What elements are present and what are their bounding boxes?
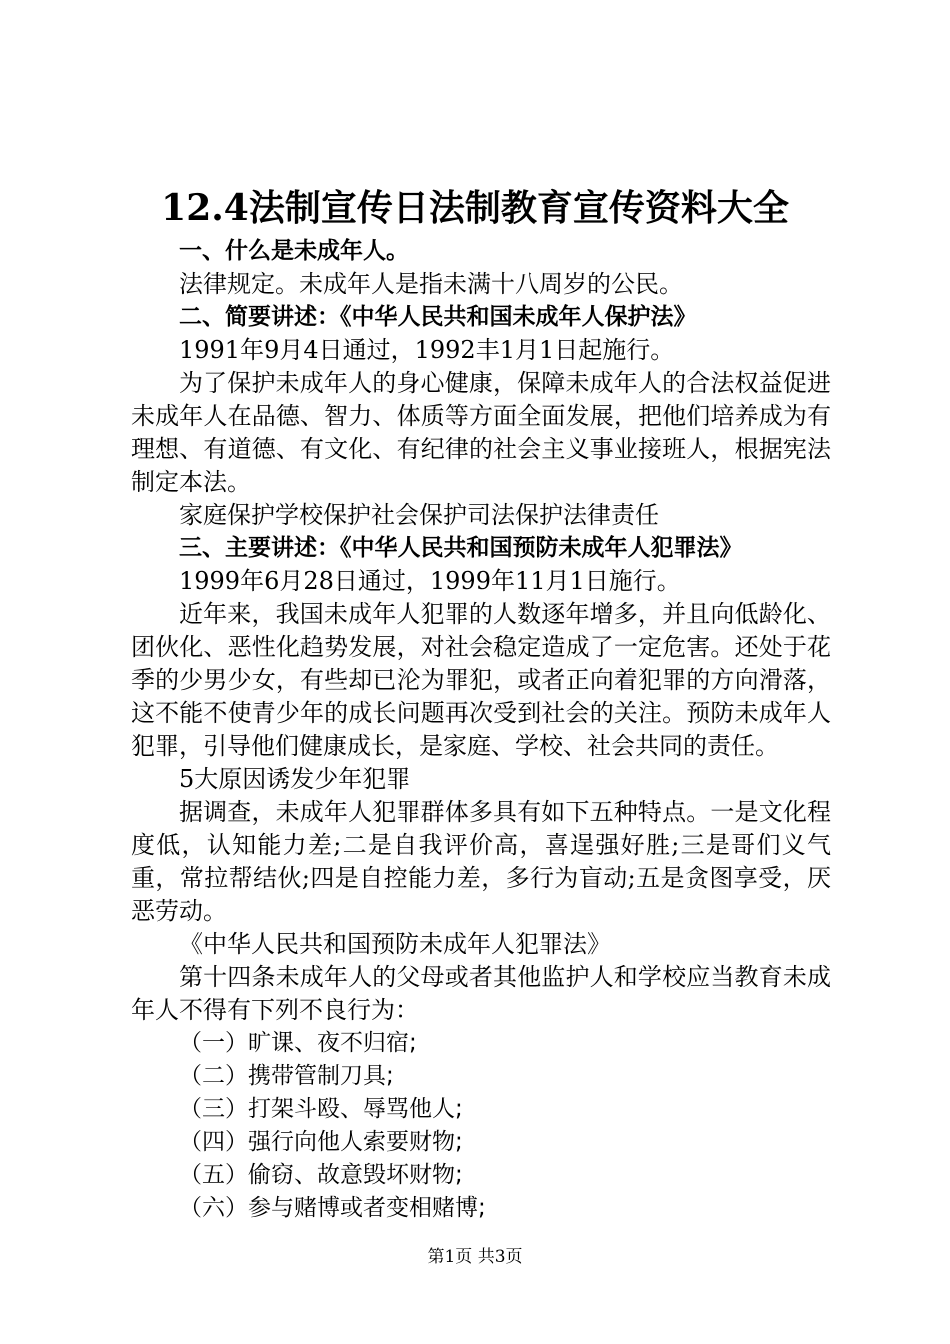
paragraph: 据调查，未成年人犯罪群体多具有如下五种特点。一是文化程度低，认知能力差;二是自我评价高，喜逞强好胜;三是哥们义气重，常拉帮结伙;四是自控能力差，多行为盲动;五是贪图享受，厌恶劳动。 <box>131 798 831 925</box>
paragraph: 为了保护未成年人的身心健康，保障未成年人的合法权益促进未成年人在品德、智力、体质等方面全面发展，把他们培养成为有理想、有道德、有文化、有纪律的社会主义事业接班人，根据宪法制定本法。 <box>131 369 831 496</box>
section-heading: 二、简要讲述：《中华人民共和国未成年人保护法》 <box>179 304 697 330</box>
document-title: 12.4法制宣传日法制教育宣传资料大全 <box>161 187 789 229</box>
paragraph: 法律规定。未成年人是指未满十八周岁的公民。 <box>179 270 683 298</box>
list-item: （六）参与赌博或者变相赌博; <box>179 1195 486 1221</box>
list-item: （五）偷窃、故意毁坏财物; <box>179 1162 463 1188</box>
list-item: （三）打架斗殴、辱骂他人; <box>179 1096 463 1122</box>
section-heading: 一、什么是未成年人。 <box>179 238 409 264</box>
paragraph: 近年来，我国未成年人犯罪的人数逐年增多，并且向低龄化、团伙化、恶性化趋势发展，对社会稳定造成了一定危害。还处于花季的少男少女，有些却已沦为罪犯，或者正向着犯罪的方向滑落，这不能不使青少年的成长问题再次受到社会的关注。预防未成年人犯罪，引导他们健康成长，是家庭、学校、社会共同的责任。 <box>131 600 831 760</box>
paragraph: 1999年6月28日通过，1999年11月1日施行。 <box>179 567 681 595</box>
section-heading: 三、主要讲述：《中华人民共和国预防未成年人犯罪法》 <box>179 535 743 561</box>
paragraph: 5大原因诱发少年犯罪 <box>179 765 411 793</box>
list-item: （一）旷课、夜不归宿; <box>179 1030 417 1056</box>
document-body <box>131 235 831 1225</box>
page-footer: 第1页 共3页 <box>427 1247 523 1267</box>
paragraph: 第十四条未成年人的父母或者其他监护人和学校应当教育未成年人不得有下列不良行为： <box>131 963 831 1024</box>
list-item: （二）携带管制刀具; <box>179 1063 394 1089</box>
paragraph: 《中华人民共和国预防未成年人犯罪法》 <box>179 930 611 958</box>
list-item: （四）强行向他人索要财物; <box>179 1129 463 1155</box>
paragraph: 1991年9月4日通过，1992丰1月1日起施行。 <box>179 336 675 364</box>
paragraph: 家庭保护学校保护社会保护司法保护法律责任 <box>179 501 659 529</box>
